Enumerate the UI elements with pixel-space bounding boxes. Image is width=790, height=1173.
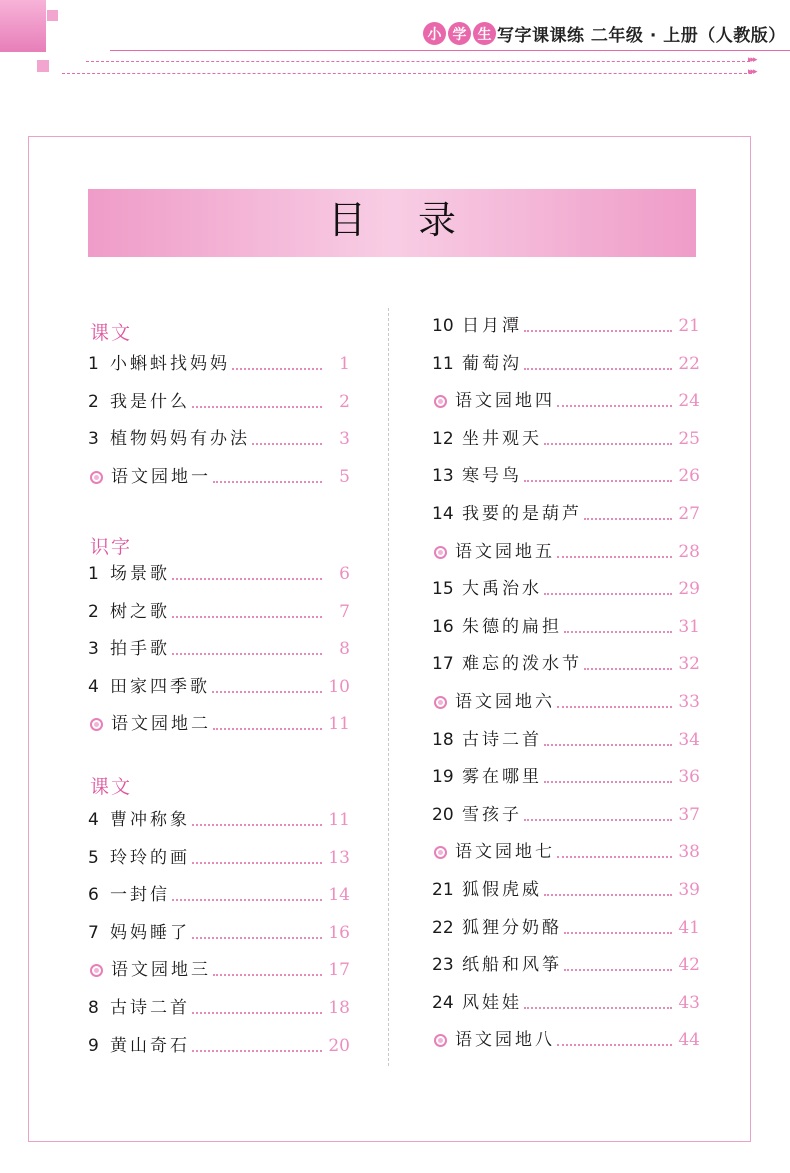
circle-icon (434, 395, 447, 408)
lesson-number: 23 (432, 955, 454, 976)
page-number: 24 (678, 391, 700, 412)
section-heading: 识字 (90, 536, 133, 558)
circle-icon (90, 471, 103, 484)
dot-leader (213, 481, 322, 483)
dot-leader (192, 1012, 322, 1014)
toc-entry[interactable] (88, 846, 350, 870)
dot-leader (192, 937, 322, 939)
lesson-number: 12 (432, 428, 454, 449)
page-number: 29 (678, 579, 700, 600)
lesson-title: 小蝌蚪找妈妈 (110, 354, 230, 374)
lesson-title: 古诗二首 (462, 729, 542, 750)
lesson-title: 葡萄沟 (462, 353, 522, 374)
page-number: 5 (339, 466, 350, 487)
page-number: 11 (328, 714, 350, 735)
series-char: 学 (448, 22, 471, 45)
lesson-number: 1 (88, 564, 99, 584)
toc-entry[interactable] (88, 600, 350, 624)
dot-leader (544, 894, 672, 896)
lesson-title: 难忘的泼水节 (462, 654, 582, 675)
circle-icon (434, 546, 447, 559)
lesson-number: 18 (432, 729, 454, 750)
toc-entry[interactable] (88, 390, 350, 414)
toc-entry[interactable] (432, 577, 700, 601)
dot-leader (584, 518, 672, 520)
page-number: 36 (678, 767, 700, 788)
toc-entry[interactable] (88, 637, 350, 661)
header-rule (110, 50, 790, 51)
dot-leader (213, 974, 322, 976)
toc-entry-garden[interactable] (432, 840, 700, 864)
toc-entry[interactable] (88, 675, 350, 699)
lesson-title: 语文园地四 (455, 391, 555, 412)
lesson-title: 曹冲称象 (110, 810, 190, 830)
page-number: 33 (678, 692, 700, 712)
toc-entry[interactable] (88, 921, 350, 945)
page-number: 41 (678, 917, 700, 938)
dot-leader (544, 443, 672, 445)
page-number: 2 (339, 391, 350, 412)
book-title: 写字课课练 二年级 · 上册（人教版） (497, 26, 786, 46)
lesson-title: 我要的是葫芦 (462, 504, 582, 524)
toc-entry-garden[interactable] (88, 958, 350, 982)
page-number: 14 (328, 885, 350, 906)
toc-entry[interactable] (432, 803, 700, 827)
page-number: 42 (678, 955, 700, 976)
dot-leader (564, 631, 672, 633)
page-number: 34 (678, 729, 700, 750)
dot-leader (557, 856, 672, 858)
lesson-title: 拍手歌 (110, 639, 170, 660)
header-square-decoration (47, 10, 58, 21)
dot-leader (172, 578, 322, 580)
lesson-number: 13 (432, 466, 454, 487)
page-number: 1 (339, 354, 350, 374)
lesson-title: 语文园地二 (111, 714, 211, 735)
page-number: 3 (339, 429, 350, 450)
lesson-title: 大禹治水 (462, 579, 542, 600)
toc-entry[interactable] (88, 996, 350, 1020)
circle-icon (90, 964, 103, 977)
lesson-number: 4 (88, 810, 99, 830)
dot-leader (172, 899, 322, 901)
page-number: 39 (678, 880, 700, 900)
page-number: 22 (678, 353, 700, 374)
lesson-title: 语文园地六 (455, 692, 555, 712)
lesson-title: 我是什么 (110, 391, 190, 412)
lesson-number: 21 (432, 880, 454, 900)
page-number: 21 (678, 316, 700, 336)
header-rule (62, 73, 752, 74)
lesson-number: 6 (88, 885, 99, 906)
dot-leader (192, 1050, 322, 1052)
lesson-number: 8 (88, 998, 99, 1018)
toc-entry-garden[interactable] (432, 540, 700, 564)
lesson-number: 20 (432, 804, 454, 825)
lesson-title: 语文园地五 (455, 541, 555, 562)
lesson-number: 17 (432, 654, 454, 675)
lesson-number: 3 (88, 429, 99, 450)
dot-leader (192, 406, 322, 408)
lesson-number: 15 (432, 579, 454, 600)
arrow-icon: ▸▸▸ (748, 67, 756, 77)
toc-entry[interactable] (432, 352, 700, 376)
dot-leader (584, 668, 672, 670)
section-heading: 课文 (90, 776, 133, 798)
lesson-title: 语文园地八 (455, 1030, 555, 1051)
toc-entry[interactable] (432, 615, 700, 639)
dot-leader (544, 593, 672, 595)
toc-entry[interactable] (432, 765, 700, 789)
lesson-title: 树之歌 (110, 601, 170, 622)
dot-leader (557, 405, 672, 407)
toc-entry[interactable] (88, 352, 350, 376)
toc-entry[interactable] (432, 314, 700, 338)
dot-leader (172, 616, 322, 618)
toc-entry[interactable] (88, 562, 350, 586)
page-number: 20 (328, 1035, 350, 1056)
toc-entry[interactable] (432, 464, 700, 488)
page-number: 43 (678, 992, 700, 1013)
toc-entry[interactable] (432, 878, 700, 902)
page-number: 32 (678, 654, 700, 675)
dot-leader (192, 862, 322, 864)
toc-entry-garden[interactable] (88, 465, 350, 489)
page-number: 28 (678, 541, 700, 562)
lesson-title: 雾在哪里 (462, 767, 542, 788)
toc-entry[interactable] (88, 808, 350, 832)
lesson-title: 语文园地三 (111, 960, 211, 981)
toc-entry-garden[interactable] (88, 712, 350, 736)
page-number: 16 (328, 922, 350, 943)
dot-leader (557, 706, 672, 708)
page-number: 31 (678, 616, 700, 637)
dot-leader (557, 1044, 672, 1046)
circle-icon (434, 846, 447, 859)
lesson-number: 4 (88, 676, 99, 697)
toc-entry[interactable] (432, 728, 700, 752)
page-number: 25 (678, 428, 700, 449)
lesson-number: 16 (432, 616, 454, 637)
dot-leader (524, 819, 672, 821)
arrow-icon: ▸▸▸ (748, 55, 756, 65)
circle-icon (434, 1034, 447, 1047)
dot-leader (524, 368, 672, 370)
page-number: 26 (678, 466, 700, 487)
toc-entry[interactable] (432, 652, 700, 676)
column-divider (388, 308, 389, 1066)
dot-leader (544, 744, 672, 746)
page-number: 7 (339, 601, 350, 622)
lesson-title: 狐狸分奶酪 (462, 917, 562, 938)
toc-entry[interactable] (432, 991, 700, 1015)
dot-leader (524, 480, 672, 482)
page-number: 17 (328, 960, 350, 981)
dot-leader (524, 1007, 672, 1009)
toc-entry-garden[interactable] (432, 690, 700, 714)
circle-icon (90, 718, 103, 731)
dot-leader (564, 932, 672, 934)
section-heading: 课文 (90, 322, 133, 344)
header-rule (86, 61, 750, 62)
lesson-number: 19 (432, 767, 454, 788)
lesson-title: 朱德的扁担 (462, 616, 562, 637)
page-number: 8 (339, 639, 350, 660)
page-number: 10 (328, 676, 350, 697)
lesson-number: 14 (432, 504, 454, 524)
dot-leader (557, 556, 672, 558)
page-number: 6 (339, 564, 350, 584)
lesson-title: 场景歌 (110, 564, 170, 584)
dot-leader (564, 969, 672, 971)
lesson-number: 1 (88, 354, 99, 374)
lesson-title: 玲玲的画 (110, 847, 190, 868)
dot-leader (192, 824, 322, 826)
page-number: 38 (678, 842, 700, 863)
lesson-number: 3 (88, 639, 99, 660)
dot-leader (232, 368, 322, 370)
lesson-number: 2 (88, 601, 99, 622)
lesson-title: 坐井观天 (462, 428, 542, 449)
lesson-title: 雪孩子 (462, 804, 522, 825)
toc-entry[interactable] (432, 916, 700, 940)
series-logo (423, 22, 496, 45)
lesson-title: 一封信 (110, 885, 170, 906)
lesson-number: 9 (88, 1035, 99, 1056)
lesson-title: 田家四季歌 (110, 676, 210, 697)
lesson-title: 纸船和风筝 (462, 955, 562, 976)
page-number: 11 (328, 810, 350, 830)
lesson-title: 古诗二首 (110, 998, 190, 1018)
lesson-number: 10 (432, 316, 454, 336)
lesson-title: 语文园地一 (111, 466, 211, 487)
lesson-title: 寒号鸟 (462, 466, 522, 487)
lesson-number: 5 (88, 847, 99, 868)
header-square-decoration (37, 60, 49, 72)
header-color-block (0, 0, 46, 52)
dot-leader (172, 653, 322, 655)
toc-entry[interactable] (88, 427, 350, 451)
lesson-title: 妈妈睡了 (110, 922, 190, 943)
lesson-title: 日月潭 (462, 316, 522, 336)
page-number: 44 (678, 1030, 700, 1051)
page-number: 37 (678, 804, 700, 825)
page-number: 13 (328, 847, 350, 868)
toc-entry[interactable] (432, 953, 700, 977)
page-title: 目录 (327, 198, 508, 242)
lesson-number: 22 (432, 917, 454, 938)
dot-leader (252, 443, 322, 445)
lesson-title: 植物妈妈有办法 (110, 429, 250, 450)
lesson-title: 狐假虎威 (462, 880, 542, 900)
page-number: 27 (678, 504, 700, 524)
toc-entry-garden[interactable] (432, 389, 700, 413)
dot-leader (544, 781, 672, 783)
lesson-number: 2 (88, 391, 99, 412)
dot-leader (213, 728, 322, 730)
toc-entry-garden[interactable] (432, 1028, 700, 1052)
lesson-number: 24 (432, 992, 454, 1013)
lesson-number: 7 (88, 922, 99, 943)
lesson-title: 风娃娃 (462, 992, 522, 1013)
toc-entry[interactable] (88, 1034, 350, 1058)
circle-icon (434, 696, 447, 709)
toc-entry[interactable] (432, 427, 700, 451)
toc-entry[interactable] (88, 883, 350, 907)
dot-leader (212, 691, 322, 693)
series-char: 小 (423, 22, 446, 45)
dot-leader (524, 330, 672, 332)
toc-entry[interactable] (432, 502, 700, 526)
series-char: 生 (473, 22, 496, 45)
page-number: 18 (328, 998, 350, 1018)
lesson-title: 语文园地七 (455, 842, 555, 863)
lesson-number: 11 (432, 353, 454, 374)
lesson-title: 黄山奇石 (110, 1035, 190, 1056)
